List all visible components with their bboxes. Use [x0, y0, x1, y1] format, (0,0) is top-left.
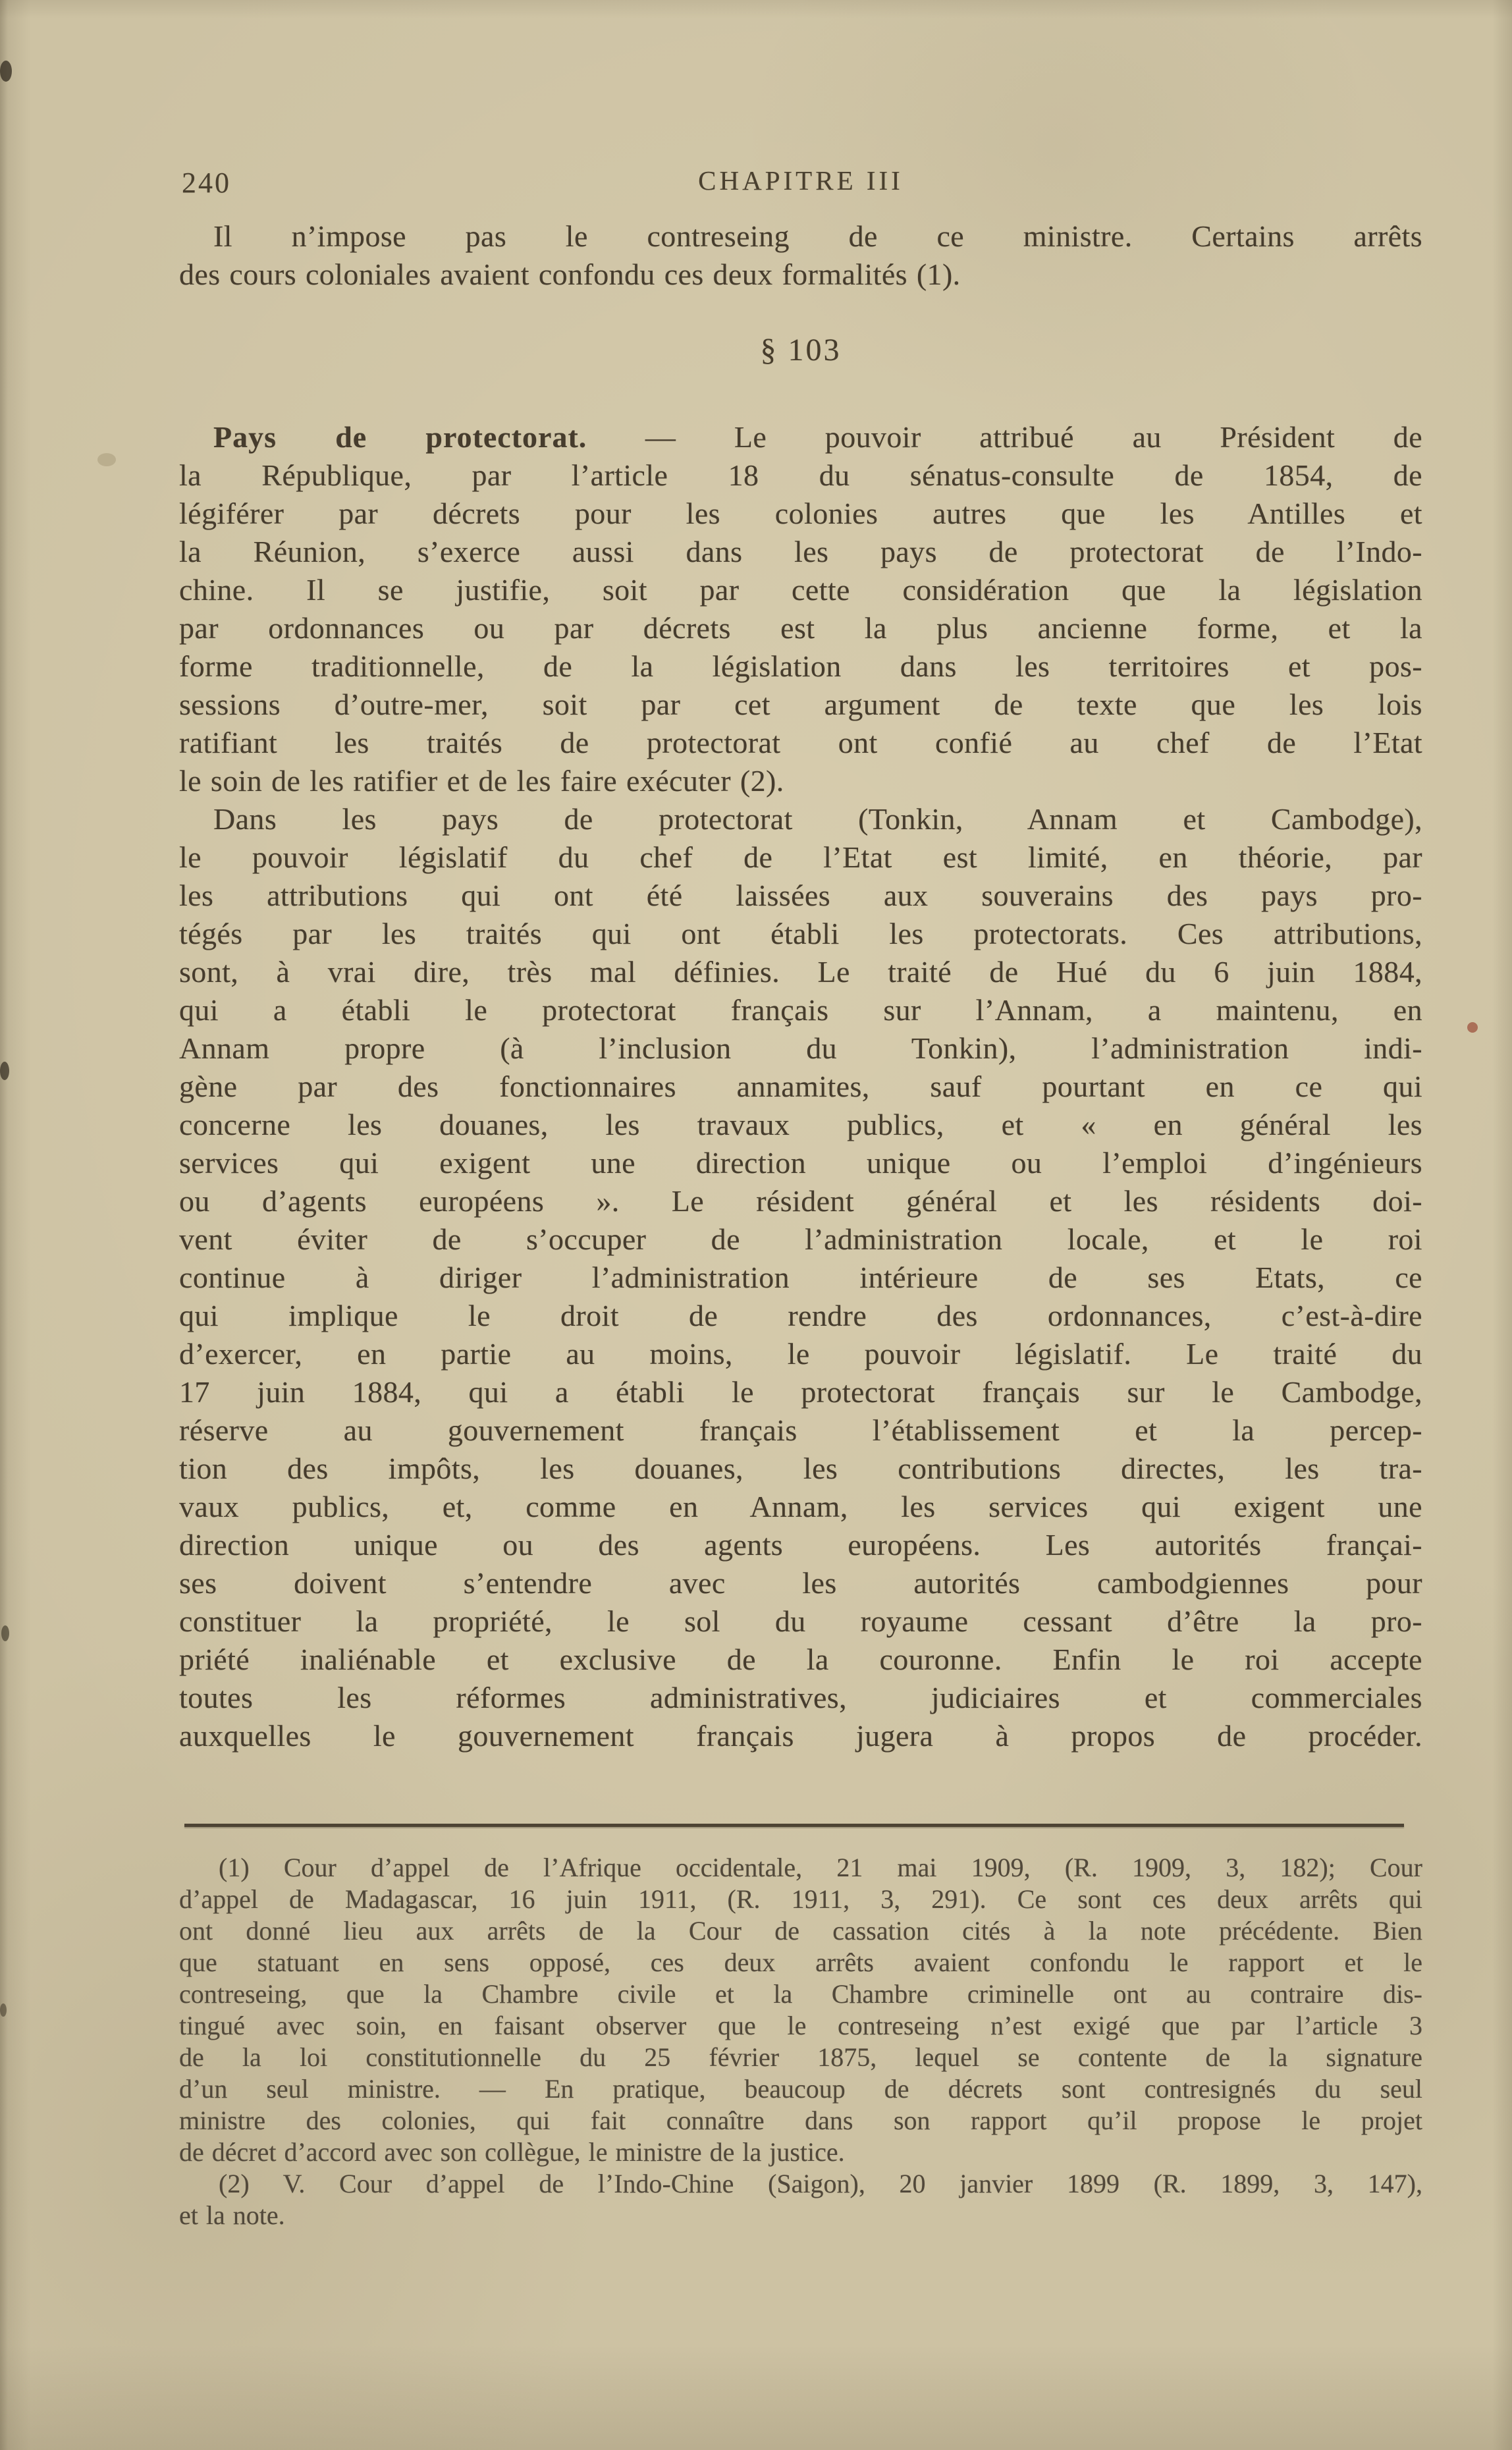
text-line: ratifiant les traités de protectorat ont confié au chef de l’Etat	[179, 726, 1422, 759]
text-line: tion des impôts, les douanes, les contributions directes, les tra-	[179, 1452, 1422, 1485]
text-line: d’appel de Madagascar, 16 juin 1911, (R. 1911, 3, 291). Ce sont ces deux arrêts qui	[179, 1884, 1422, 1914]
dans-paragraph	[179, 800, 1422, 1755]
text-line: priété inaliénable et exclusive de la couronne. Enfin le roi accepte	[179, 1643, 1422, 1676]
text-line: (2) V. Cour d’appel de l’Indo-Chine (Saigon), 20 janvier 1899 (R. 1899, 3, 147),	[219, 2169, 1422, 2198]
text-line: que statuant en sens opposé, ces deux arrêts avaient confondu le rapport et le	[179, 1947, 1422, 1977]
text-line: sont, à vrai dire, très mal définies. Le traité de Hué du 6 juin 1884,	[179, 955, 1422, 989]
text-line: qui a établi le protectorat français sur l’Annam, a maintenu, en	[179, 993, 1422, 1027]
text-line: services qui exigent une direction unique ou l’emploi d’ingénieurs	[179, 1146, 1422, 1180]
text-line: constituer la propriété, le sol du royaume cessant d’être la pro-	[179, 1604, 1422, 1638]
text-line: gène par des fonctionnaires annamites, sauf pourtant en ce qui	[179, 1070, 1422, 1103]
text-line: des cours coloniales avaient confondu ces deux formalités (1).	[179, 258, 961, 291]
text-line: ont donné lieu aux arrêts de la Cour de cassation cités à la note précédente. Bien	[179, 1916, 1422, 1946]
text-line: tingué avec soin, en faisant observer que le contreseing n’est exigé que par l’article 3	[179, 2011, 1422, 2040]
footnote-1	[179, 1852, 1422, 2168]
paragraph-lead-continuation: — Le pouvoir attribué au Président de	[587, 420, 1423, 454]
text-line: continue à diriger l’administration intérieure de ses Etats, ce	[179, 1261, 1422, 1294]
footnote-separator	[184, 1824, 1404, 1827]
text-line: Annam propre (à l’inclusion du Tonkin), l’administration indi-	[179, 1031, 1422, 1065]
paper-speck	[1467, 1022, 1478, 1033]
text-line: de la loi constitutionnelle du 25 février 1875, lequel se contente de la signature	[179, 2042, 1422, 2072]
text-line: contreseing, que la Chambre civile et la Chambre criminelle ont au contraire dis-	[179, 1979, 1422, 2009]
text-line: auxquelles le gouvernement français jugera à propos de procéder.	[179, 1719, 1422, 1753]
text-line: la Réunion, s’exerce aussi dans les pays de protectorat de l’Indo-	[179, 535, 1422, 568]
text-line: le soin de les ratifier et de les faire exécuter (2).	[179, 764, 784, 798]
text-line: chine. Il se justifie, soit par cette considération que la législation	[179, 573, 1422, 607]
text-line: réserve au gouvernement français l’établissement et la percep-	[179, 1413, 1422, 1447]
text-line: toutes les réformes administratives, judiciaires et commerciales	[179, 1681, 1422, 1714]
text-line: par ordonnances ou par décrets est la plus ancienne forme, et la	[179, 611, 1422, 645]
paper-speck	[1, 1625, 9, 1641]
paper-speck	[0, 61, 12, 82]
text-column	[179, 217, 1422, 2231]
chapter-header: CHAPITRE III	[698, 165, 904, 196]
protectorat-paragraph	[179, 418, 1422, 800]
footnote-2	[179, 2168, 1422, 2231]
text-line: le pouvoir législatif du chef de l’Etat est limité, en théorie, par	[179, 840, 1422, 874]
section-number-heading: § 103	[760, 333, 842, 368]
text-line: 17 juin 1884, qui a établi le protectorat français sur le Cambodge,	[179, 1375, 1422, 1409]
intro-paragraph	[179, 217, 1422, 294]
text-line: Il n’impose pas le contreseing de ce ministre. Certains arrêts	[213, 219, 1422, 253]
text-line: ou d’agents européens ». Le résident général et les résidents doi-	[179, 1184, 1422, 1218]
text-line: forme traditionnelle, de la législation dans les territoires et pos-	[179, 649, 1422, 683]
text-line: ses doivent s’entendre avec les autorités cambodgiennes pour	[179, 1566, 1422, 1600]
text-line: de décret d’accord avec son collègue, le ministre de la justice.	[179, 2137, 845, 2167]
text-line: sessions d’outre-mer, soit par cet argument de texte que les lois	[179, 688, 1422, 721]
text-line: direction unique ou des agents européens. Les autorités françai-	[179, 1528, 1422, 1562]
text-line: Dans les pays de protectorat (Tonkin, Annam et Cambodge),	[213, 802, 1422, 836]
text-line: d’un seul ministre. — En pratique, beaucoup de décrets sont contresignés du seul	[179, 2074, 1422, 2104]
text-line: vent éviter de s’occuper de l’administration locale, et le roi	[179, 1222, 1422, 1256]
paper-speck	[0, 1062, 9, 1080]
text-line: tégés par les traités qui ont établi les protectorats. Ces attributions,	[179, 917, 1422, 950]
text-line: d’exercer, en partie au moins, le pouvoir législatif. Le traité du	[179, 1337, 1422, 1371]
text-line: la République, par l’article 18 du sénatus-consulte de 1854, de	[179, 458, 1422, 492]
paper-speck	[97, 453, 116, 466]
text-line: et la note.	[179, 2200, 285, 2230]
text-line: les attributions qui ont été laissées aux souverains des pays pro-	[179, 879, 1422, 912]
footnotes	[179, 1852, 1422, 2231]
page-number: 240	[182, 167, 231, 199]
paper-speck	[0, 2003, 7, 2017]
text-line: concerne les douanes, les travaux publics, et « en général les	[179, 1108, 1422, 1141]
text-line: vaux publics, et, comme en Annam, les services qui exigent une	[179, 1490, 1422, 1523]
paragraph-lead-bold: Pays de protectorat.	[213, 420, 587, 454]
text-line: ministre des colonies, qui fait connaître dans son rapport qu’il propose le projet	[179, 2106, 1422, 2135]
text-line: (1) Cour d’appel de l’Afrique occidentale, 21 mai 1909, (R. 1909, 3, 182); Cour	[219, 1853, 1422, 1882]
text-line: qui implique le droit de rendre des ordonnances, c’est-à-dire	[179, 1299, 1422, 1332]
page-header	[179, 165, 1422, 204]
text-line	[179, 418, 1422, 456]
text-line: légiférer par décrets pour les colonies autres que les Antilles et	[179, 497, 1422, 530]
